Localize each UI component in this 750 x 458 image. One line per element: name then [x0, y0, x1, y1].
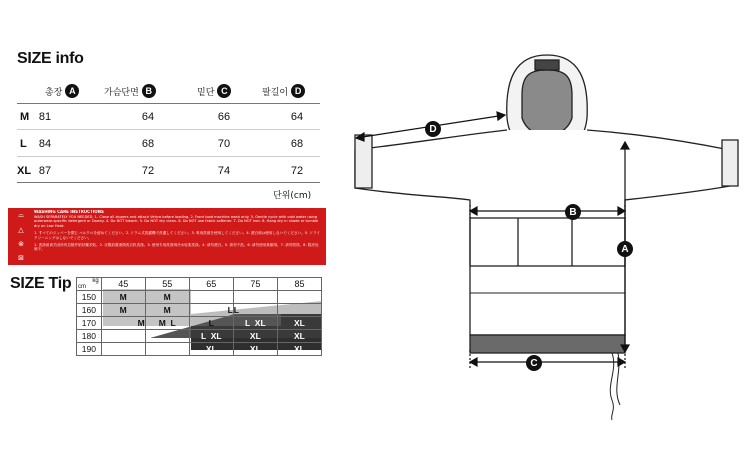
badge-c: C: [526, 355, 542, 371]
letter-badge-a: A: [65, 84, 79, 98]
value-cell: 64: [141, 111, 155, 123]
arrow-head: [497, 112, 505, 120]
care-heading: WASHING CARE INSTRUCTIONS: [34, 210, 104, 214]
value-cell: 70: [217, 138, 231, 150]
size-cell: M: [145, 304, 189, 317]
size-cell: L: [233, 304, 277, 317]
weight-header: 45: [101, 278, 145, 291]
no-dryclean-icon: ⊗: [18, 240, 24, 248]
letter-badge-d: D: [291, 84, 305, 98]
no-bleach-icon: △: [18, 226, 24, 234]
row-size-l: L: [20, 138, 27, 150]
size-cell: XL: [277, 343, 321, 356]
height-header: 150: [77, 291, 102, 304]
size-cell: M: [101, 291, 145, 304]
care-english: WASH SEPARATELY YOU NEEDED. 1. Close all zippers and attach Velcro before loading. 2. Front load machine wash only. 3. Gentle cycle with cold water using outerwear-specific detergent or Downy. 4. Do NOT bleach. 5. Do NOT dry clean. 6. Do NOT use fabric softener. 7. Do NOT iron. 8. Hang dry in shade or tumble dry on Low Heat.: [34, 214, 319, 228]
value-cell: 64: [290, 111, 304, 123]
row-size-m: M: [20, 111, 30, 123]
size-cell: L: [189, 304, 233, 317]
header-label: 총장: [45, 87, 63, 98]
weight-header: 65: [189, 278, 233, 291]
hood-logo: [535, 60, 559, 70]
value-cell: 84: [38, 138, 52, 150]
hem-band: [470, 335, 625, 353]
height-header: 180: [77, 330, 102, 343]
care-japanese: 1. すべてのジッパーを閉じ ベルクロを留めてください。2. ドラム式洗濯機で洗濯してください。3. 専用洗剤を使用してください。4. 漂白剤は使用しないでください。5. ドライクリーニングはしないでください。: [34, 231, 321, 240]
size-cell: M: [145, 291, 189, 304]
size-info-title: SIZE info: [17, 50, 84, 67]
size-cell: L XL: [233, 317, 277, 330]
weight-header: 55: [145, 278, 189, 291]
header-label: 가슴단면: [104, 87, 139, 98]
height-header: 160: [77, 304, 102, 317]
size-cell: M L: [145, 317, 189, 330]
corner-cm: cm: [78, 284, 86, 290]
drawcord: [610, 353, 613, 420]
arrow-head: [618, 358, 625, 366]
face-opening: [522, 70, 572, 135]
arrow-head: [470, 358, 477, 366]
height-header: 170: [77, 317, 102, 330]
size-tip-title: SIZE Tip: [10, 275, 72, 292]
value-cell: 68: [141, 138, 155, 150]
size-cell: L: [189, 317, 233, 330]
badge-d: D: [425, 121, 441, 137]
corner-kg: kg: [92, 278, 99, 284]
size-cell: XL: [233, 330, 277, 343]
left-cuff: [355, 135, 372, 188]
header-label: 팔길이: [262, 87, 289, 98]
value-cell: 87: [38, 165, 52, 177]
size-cell: XL: [277, 330, 321, 343]
value-cell: 68: [290, 138, 304, 150]
size-cell: L XL: [189, 330, 233, 343]
letter-badge-c: C: [217, 84, 231, 98]
badge-b: B: [565, 204, 581, 220]
weight-header: 85: [277, 278, 321, 291]
weight-header: 75: [233, 278, 277, 291]
wash-icon: ⌓: [18, 211, 24, 219]
badge-a: A: [617, 241, 633, 257]
body-outline: [355, 130, 730, 335]
size-cell: M: [101, 317, 145, 330]
size-cell: XL: [233, 343, 277, 356]
value-cell: 81: [38, 111, 52, 123]
size-cell: XL: [277, 317, 321, 330]
value-cell: 72: [290, 165, 304, 177]
no-iron-icon: ⊠: [18, 254, 24, 262]
unit-label: 단위(cm): [273, 191, 312, 201]
right-cuff: [722, 140, 738, 186]
size-cell: M: [101, 304, 145, 317]
height-header: 190: [77, 343, 102, 356]
care-chinese: 1. 洗涤前请关闭所有拉链并粘好魔术贴。2. 仅限前置滚筒洗衣机洗涤。3. 使用专用洗涤剂冷水轻柔洗涤。4. 请勿漂白。5. 请勿干洗。6. 请勿使用柔顺剂。7. 请勿熨烫。8. 阴凉处晾干。: [34, 242, 319, 252]
size-cell: XL: [189, 343, 233, 356]
row-size-xl: XL: [17, 165, 32, 177]
value-cell: 72: [141, 165, 155, 177]
value-cell: 66: [217, 111, 231, 123]
value-cell: 74: [217, 165, 231, 177]
header-label: 밑단: [197, 87, 215, 98]
letter-badge-b: B: [142, 84, 156, 98]
